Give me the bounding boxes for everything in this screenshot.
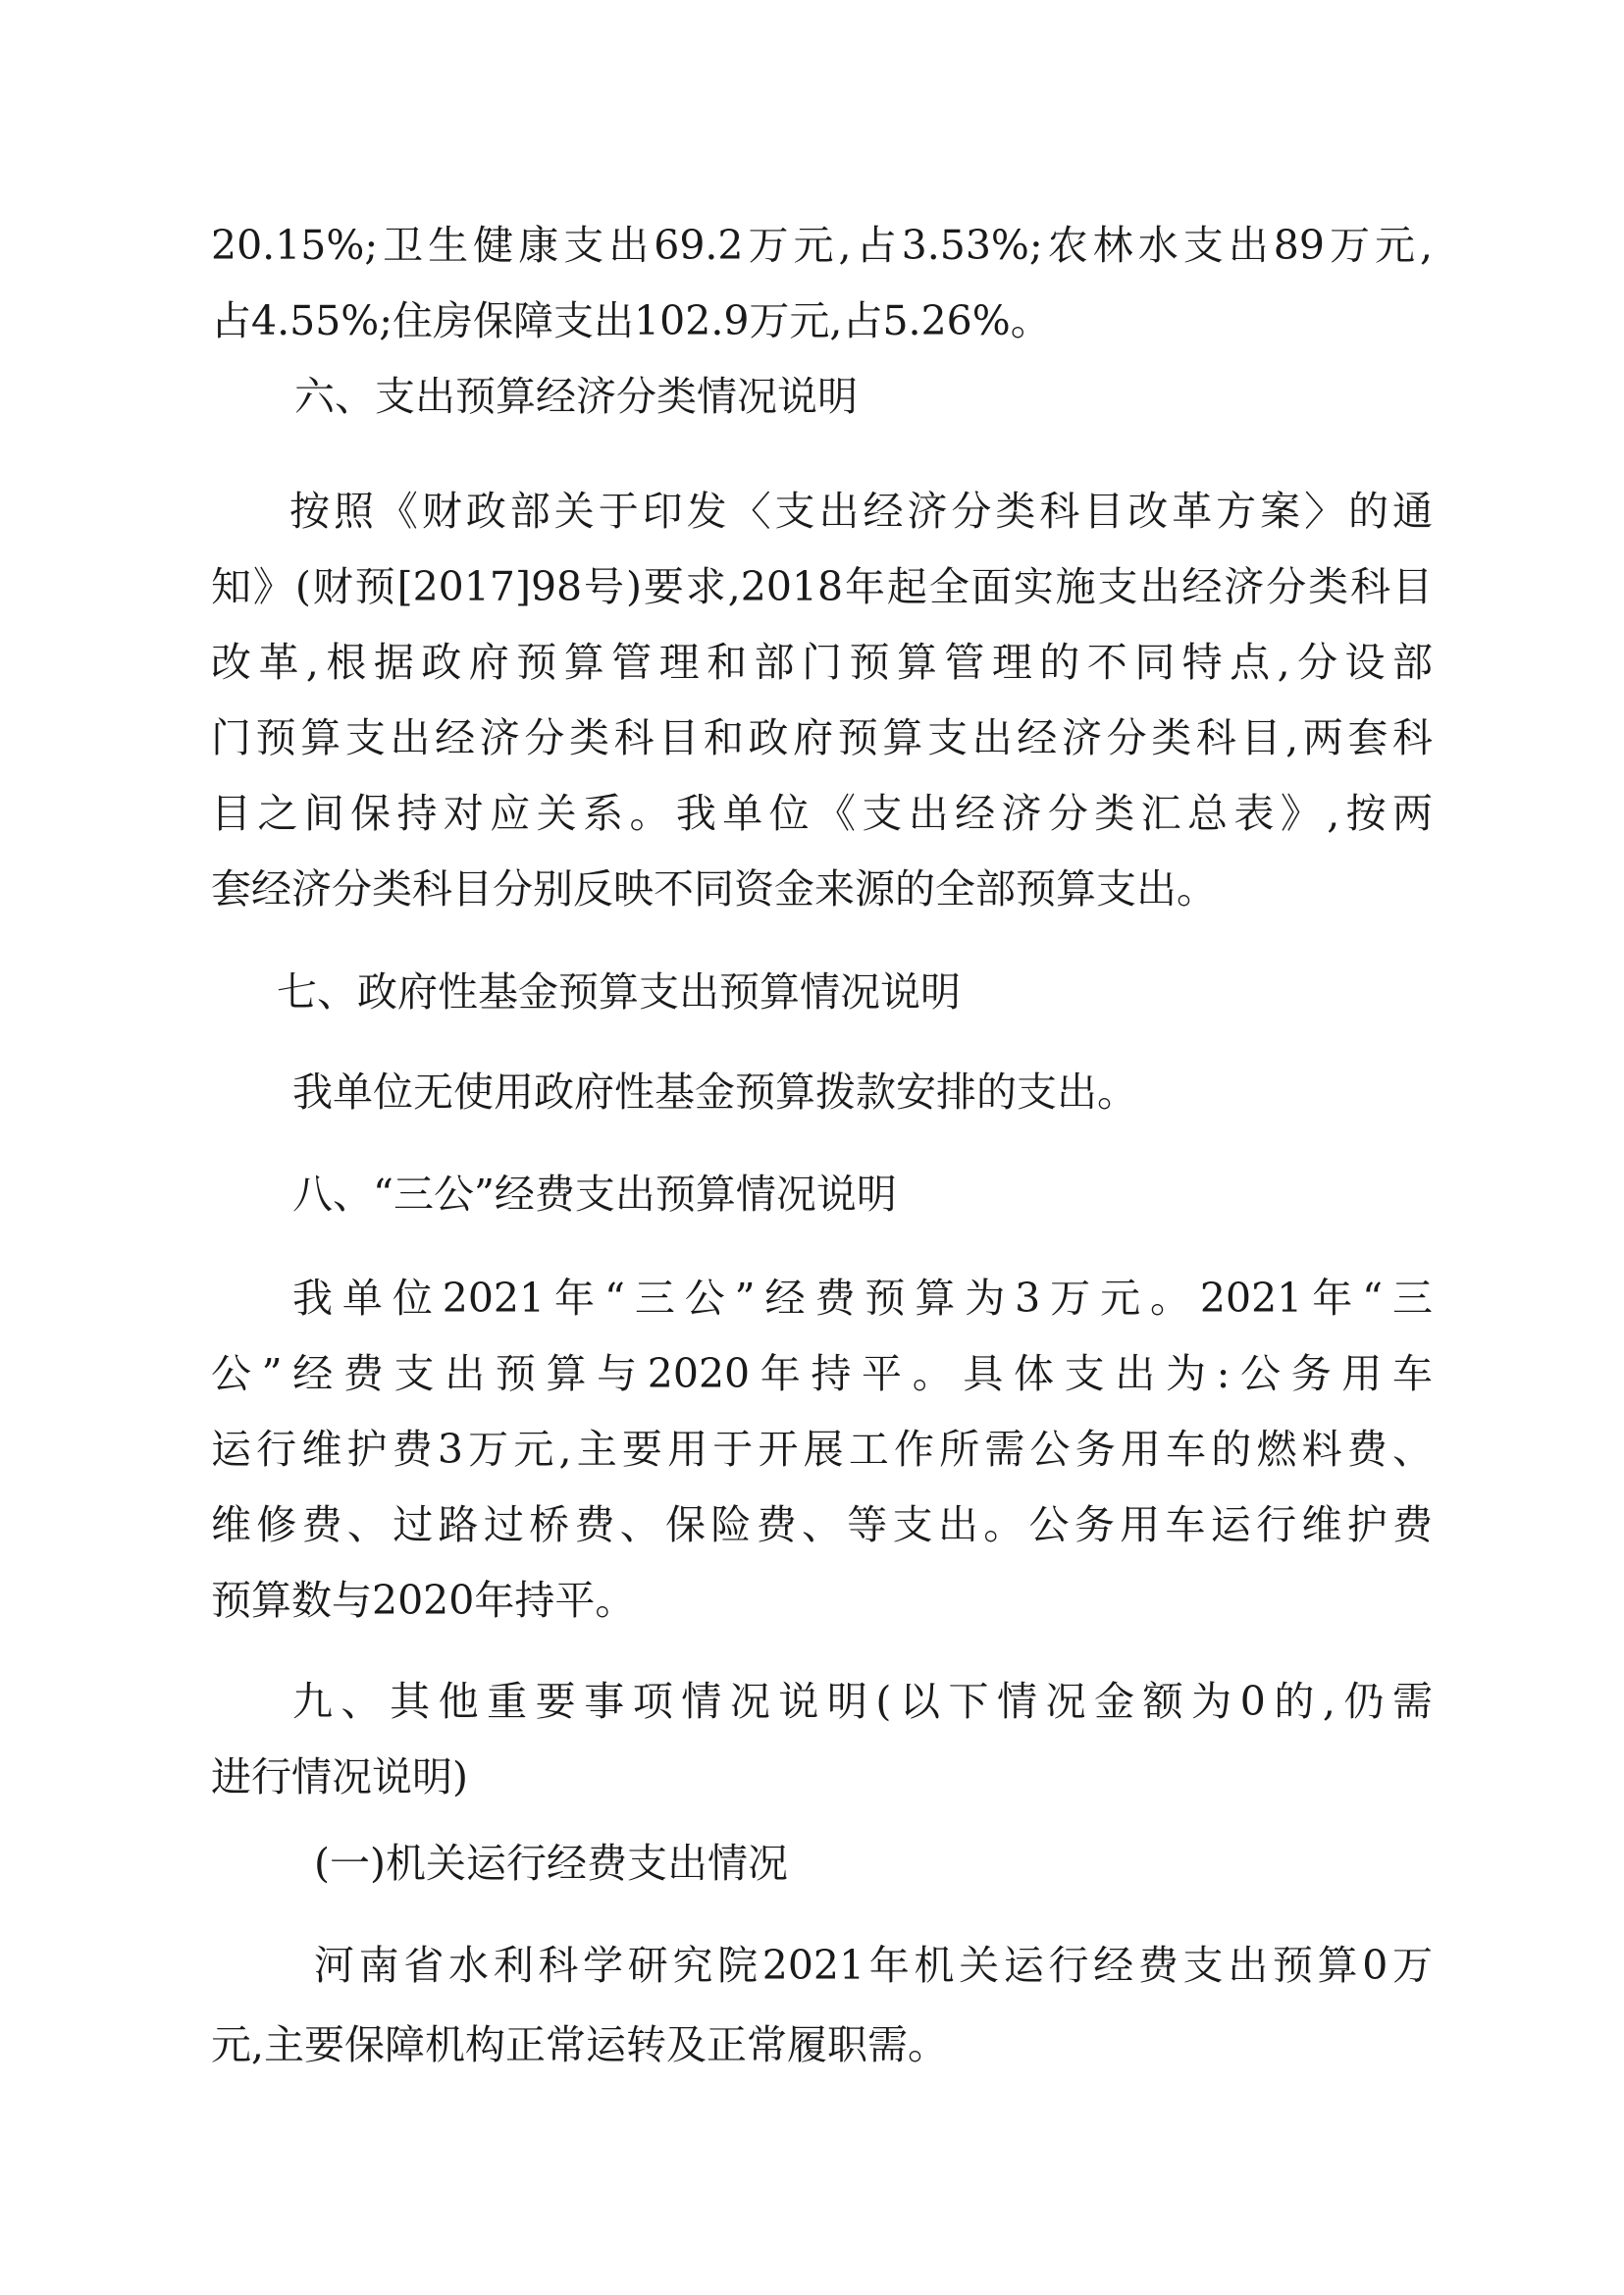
text-line: 河南省水利科学研究院2021年机关运行经费支出预算0万 (314, 1942, 1433, 1989)
text-line: 维修费、过路过桥费、保险费、等支出。公务用车运行维护费 (211, 1501, 1433, 1548)
text-line: 预算数与2020年持平。 (211, 1577, 636, 1624)
text-line: 改革,根据政府预算管理和部门预算管理的不同特点,分设部 (211, 639, 1433, 686)
text-line: 占4.55%;住房保障支出102.9万元,占5.26%。 (211, 297, 1051, 344)
section-heading: 九、其他重要事项情况说明(以下情况金额为0的,仍需 (292, 1678, 1433, 1725)
text-line: 公”经费支出预算与2020年持平。具体支出为:公务用车 (211, 1350, 1433, 1397)
text-line: 门预算支出经济分类科目和政府预算支出经济分类科目,两套科 (211, 714, 1433, 761)
text-line: 元,主要保障机构正常运转及正常履职需。 (211, 2021, 949, 2068)
section-heading: 六、支出预算经济分类情况说明 (294, 373, 858, 420)
section-heading: 八、“三公”经费支出预算情况说明 (292, 1171, 897, 1218)
text-line: 目之间保持对应关系。我单位《支出经济分类汇总表》,按两 (211, 790, 1433, 837)
text-line: 我单位2021年“三公”经费预算为3万元。2021年“三 (292, 1275, 1433, 1322)
text-line: 运行维护费3万元,主要用于开展工作所需公务用车的燃料费、 (211, 1426, 1433, 1473)
subsection-heading: (一)机关运行经费支出情况 (314, 1840, 788, 1887)
text-line: 20.15%;卫生健康支出69.2万元,占3.53%;农林水支出89万元, (211, 222, 1433, 269)
section-heading: 七、政府性基金预算支出预算情况说明 (277, 968, 961, 1016)
text-line: 知》(财预[2017]98号)要求,2018年起全面实施支出经济分类科目 (211, 563, 1433, 610)
text-line: 套经济分类科目分别反映不同资金来源的全部预算支出。 (211, 865, 1217, 913)
text-line: 按照《财政部关于印发〈支出经济分类科目改革方案〉的通 (289, 488, 1433, 535)
text-line: 我单位无使用政府性基金预算拨款安排的支出。 (292, 1069, 1137, 1116)
section-heading: 进行情况说明) (211, 1753, 468, 1800)
